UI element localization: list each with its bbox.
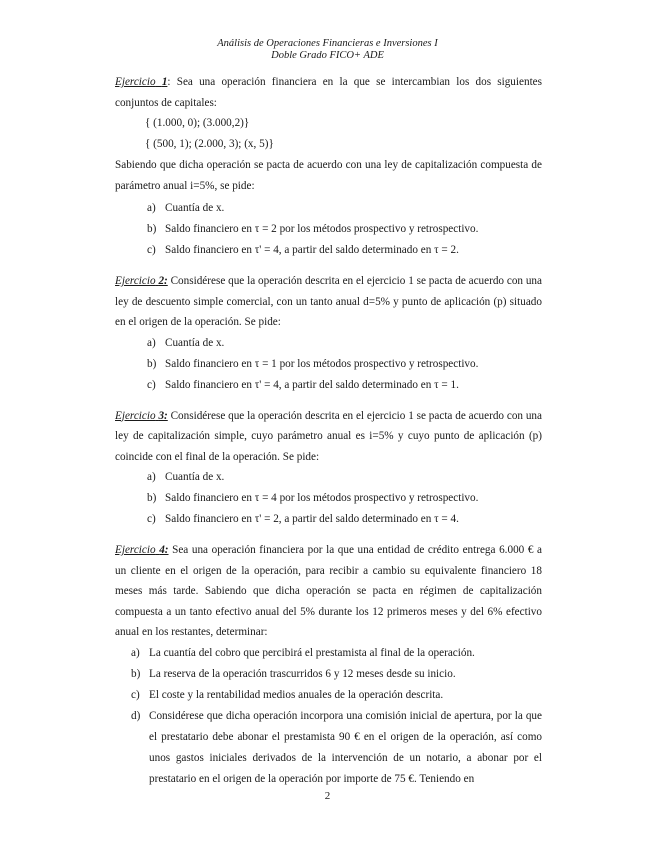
exercise-1-title: Ejercicio 1: [115, 76, 168, 88]
capital-set-1: { (1.000, 0); (3.000,2)}: [145, 117, 250, 129]
capital-set-2: { (500, 1); (2.000, 3); (x, 5)}: [145, 138, 274, 150]
exercise-3-item-c: c) Saldo financiero en τ' = 2, a partir del saldo determinado en τ = 4.: [147, 513, 459, 525]
exercise-3-statement: Considérese que la operación descrita en el ejercicio 1 se pacta de acuerdo con una ley de capitalización simple, cuyo parámetro anual es i=5% y cuyo punto de aplicación (p) coincide con el final de la operación. Se pide:: [115, 409, 542, 463]
exercise-3-title: Ejercicio 3:: [115, 409, 168, 422]
exercise-4-item-d: d) Considérese que dicha operación incorpora una comisión inicial de apertura, por la que el prestatario debe abonar el prestamista 90 € en el origen de la operación, así como unos gastos iniciales derivados de la intervención de un notario, a abonar por el prestatario en el origen de la operación por importe de 75 €. Teniendo en: [131, 709, 542, 785]
exercise-4-item-c: c) El coste y la rentabilidad medios anuales de la operación descrita.: [131, 688, 444, 701]
page-header: [0, 38, 655, 62]
document-body: [115, 72, 542, 790]
exercise-4-title: Ejercicio 4:: [115, 544, 169, 556]
exercise-1-intro: : Sea una operación financiera en la que se intercambian los dos siguientes conjuntos de capitales:: [115, 76, 542, 109]
page-number: 2: [324, 790, 331, 802]
header-course-title: Análisis de Operaciones Financieras e Inversiones I: [217, 38, 438, 49]
exercise-4-item-a: a) La cuantía del cobro que percibirá el prestamista al final de la operación.: [131, 646, 475, 659]
exercise-4: [115, 540, 542, 790]
exercise-2-item-c: c) Saldo financiero en τ' = 4, a partir del saldo determinado en τ = 1.: [147, 378, 459, 391]
exercise-2: [115, 271, 542, 396]
exercise-4-item-b: b) La reserva de la operación trascurridos 6 y 12 meses desde su inicio.: [131, 667, 456, 680]
exercise-1-statement: Sabiendo que dicha operación se pacta de acuerdo con una ley de capitalización compuesta de parámetro anual i=5%, se pide:: [115, 159, 542, 192]
exercise-2-item-b: b) Saldo financiero en τ = 1 por los métodos prospectivo y retrospectivo.: [147, 357, 479, 370]
exercise-3-item-b: b) Saldo financiero en τ = 4 por los métodos prospectivo y retrospectivo.: [147, 492, 479, 504]
header-degree: Doble Grado FICO+ ADE: [271, 50, 384, 61]
exercise-3-item-a: a) Cuantía de x.: [147, 471, 225, 483]
exercise-1-item-b: b) Saldo financiero en τ = 2 por los métodos prospectivo y retrospectivo.: [147, 223, 479, 235]
exercise-2-title: Ejercicio 2:: [115, 275, 168, 287]
exercise-1: [115, 72, 542, 261]
exercise-2-item-a: a) Cuantía de x.: [147, 336, 225, 349]
exercise-2-statement: Considérese que la operación descrita en el ejercicio 1 se pacta de acuerdo con una ley de descuento simple comercial, con un tanto anual d=5% y punto de aplicación (p) situado en el origen de la operación. Se pide:: [115, 275, 542, 328]
exercise-3: [115, 406, 542, 531]
exercise-1-item-c: c) Saldo financiero en τ' = 4, a partir del saldo determinado en τ = 2.: [147, 244, 459, 256]
exercise-4-statement: Sea una operación financiera por la que una entidad de crédito entrega 6.000 € a un cliente en el origen de la operación, para recibir a cambio su equivalente financiero 18 meses más tarde. Sabiendo que dicha operación se pacta en régimen de capitalización compuesta a un tanto efectivo anual del 5% durante los 12 primeros meses y del 6% efectivo anual en los restantes, determinar:: [115, 544, 542, 638]
exercise-1-item-a: a) Cuantía de x.: [147, 202, 225, 214]
